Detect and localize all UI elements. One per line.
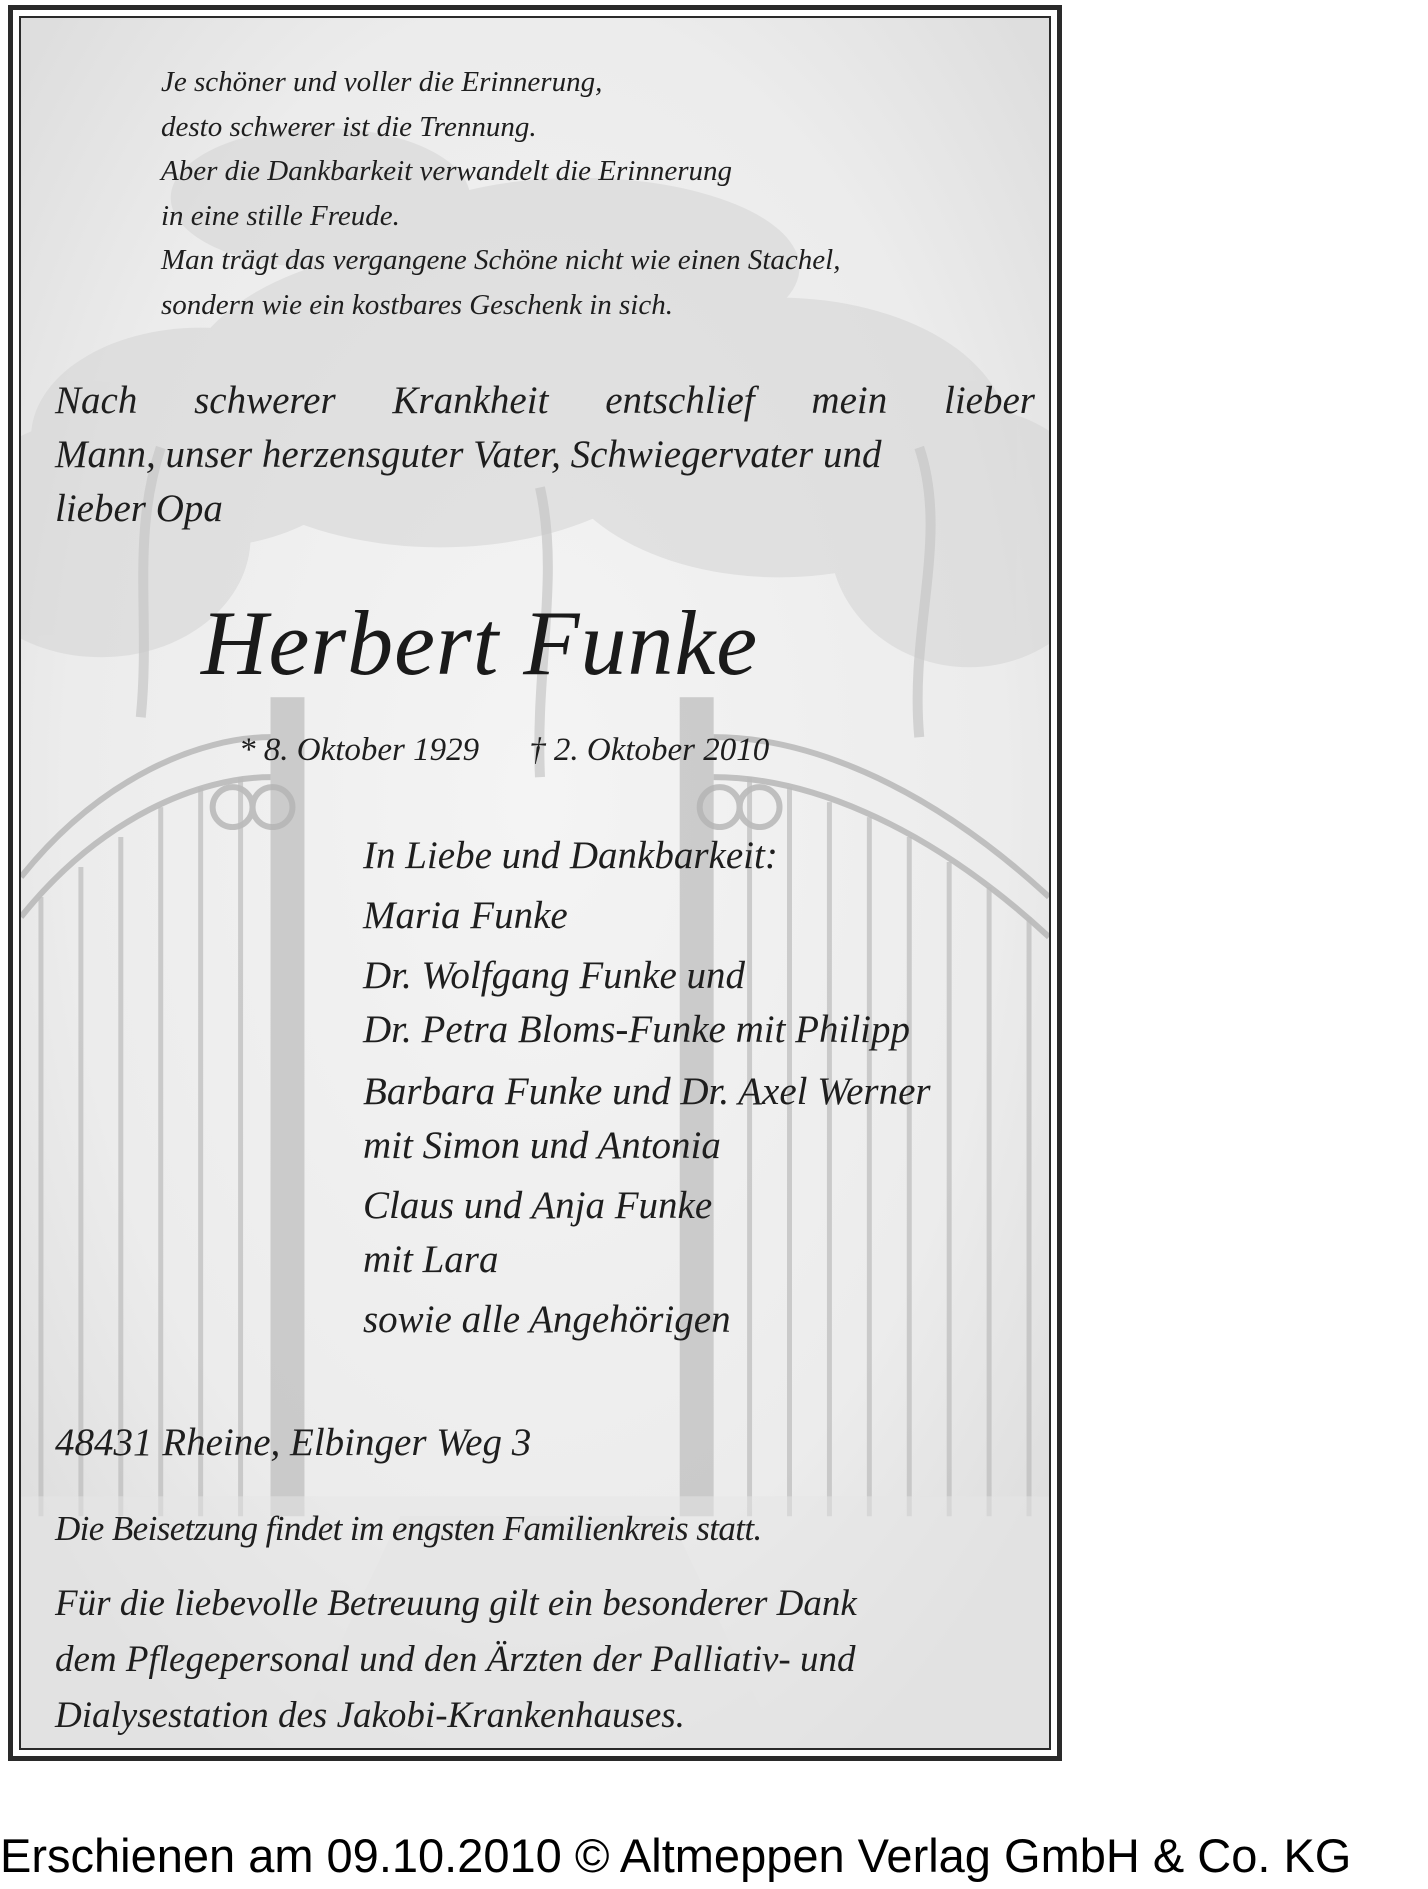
publication-footer: Erschienen am 09.10.2010 © Altmeppen Verlag GmbH & Co. KG [0,1829,1352,1882]
intro-word: entschlief [605,379,755,422]
deceased-name: Herbert Funke [201,592,759,694]
intro-line: Mann, unser herzensguter Vater, Schwiegervater und [55,433,882,476]
notice-text [21,18,1049,1748]
thanks-line: Für die liebevolle Betreuung gilt ein besonderer Dank [55,1583,857,1624]
notice-inner-border [19,16,1051,1750]
thanks-note [55,1576,1045,1744]
poem-line: Je schöner und voller die Erinnerung, [161,66,603,98]
death-date: † 2. Oktober 2010 [529,732,770,768]
intro-word: Nach [55,379,138,422]
intro-text [55,374,1035,536]
mourner-line: Maria Funke [363,894,568,937]
mourner-line: sowie alle Angehörigen [363,1298,731,1341]
mourners-heading: In Liebe und Dankbarkeit: [363,834,778,877]
intro-line: lieber Opa [55,487,223,530]
mourner-line: mit Simon und Antonia [363,1124,721,1167]
thanks-line: Dialysestation des Jakobi-Krankenhauses. [55,1695,685,1736]
intro-word: lieber [944,379,1035,422]
poem-line: in eine stille Freude. [161,199,400,232]
address: 48431 Rheine, Elbinger Weg 3 [55,1421,532,1464]
mourner-line: Claus und Anja Funke [363,1184,713,1227]
obituary-notice [8,5,1062,1761]
birth-date: * 8. Oktober 1929 [239,732,480,768]
mourner-line: Dr. Wolfgang Funke und [363,954,746,997]
life-dates [239,728,769,772]
intro-word: mein [811,379,888,422]
poem [161,60,840,327]
intro-word: schwerer [194,379,336,422]
thanks-line: dem Pflegepersonal und den Ärzten der Palliativ- und [55,1639,856,1680]
poem-line: desto schwerer ist die Trennung. [161,110,537,143]
burial-note: Die Beisetzung findet im engsten Familienkreis statt. [55,1509,762,1548]
intro-line [55,374,1035,428]
poem-line: Man trägt das vergangene Schöne nicht wie einen Stachel, [161,244,841,276]
mourner-line: Dr. Petra Bloms-Funke mit Philipp [363,1008,911,1051]
mourner-line: Barbara Funke und Dr. Axel Werner [363,1070,931,1113]
poem-line: Aber die Dankbarkeit verwandelt die Erinnerung [161,155,733,187]
intro-word: Krankheit [392,379,549,422]
mourner-line: mit Lara [363,1238,499,1281]
poem-line: sondern wie ein kostbares Geschenk in sich. [161,288,673,321]
